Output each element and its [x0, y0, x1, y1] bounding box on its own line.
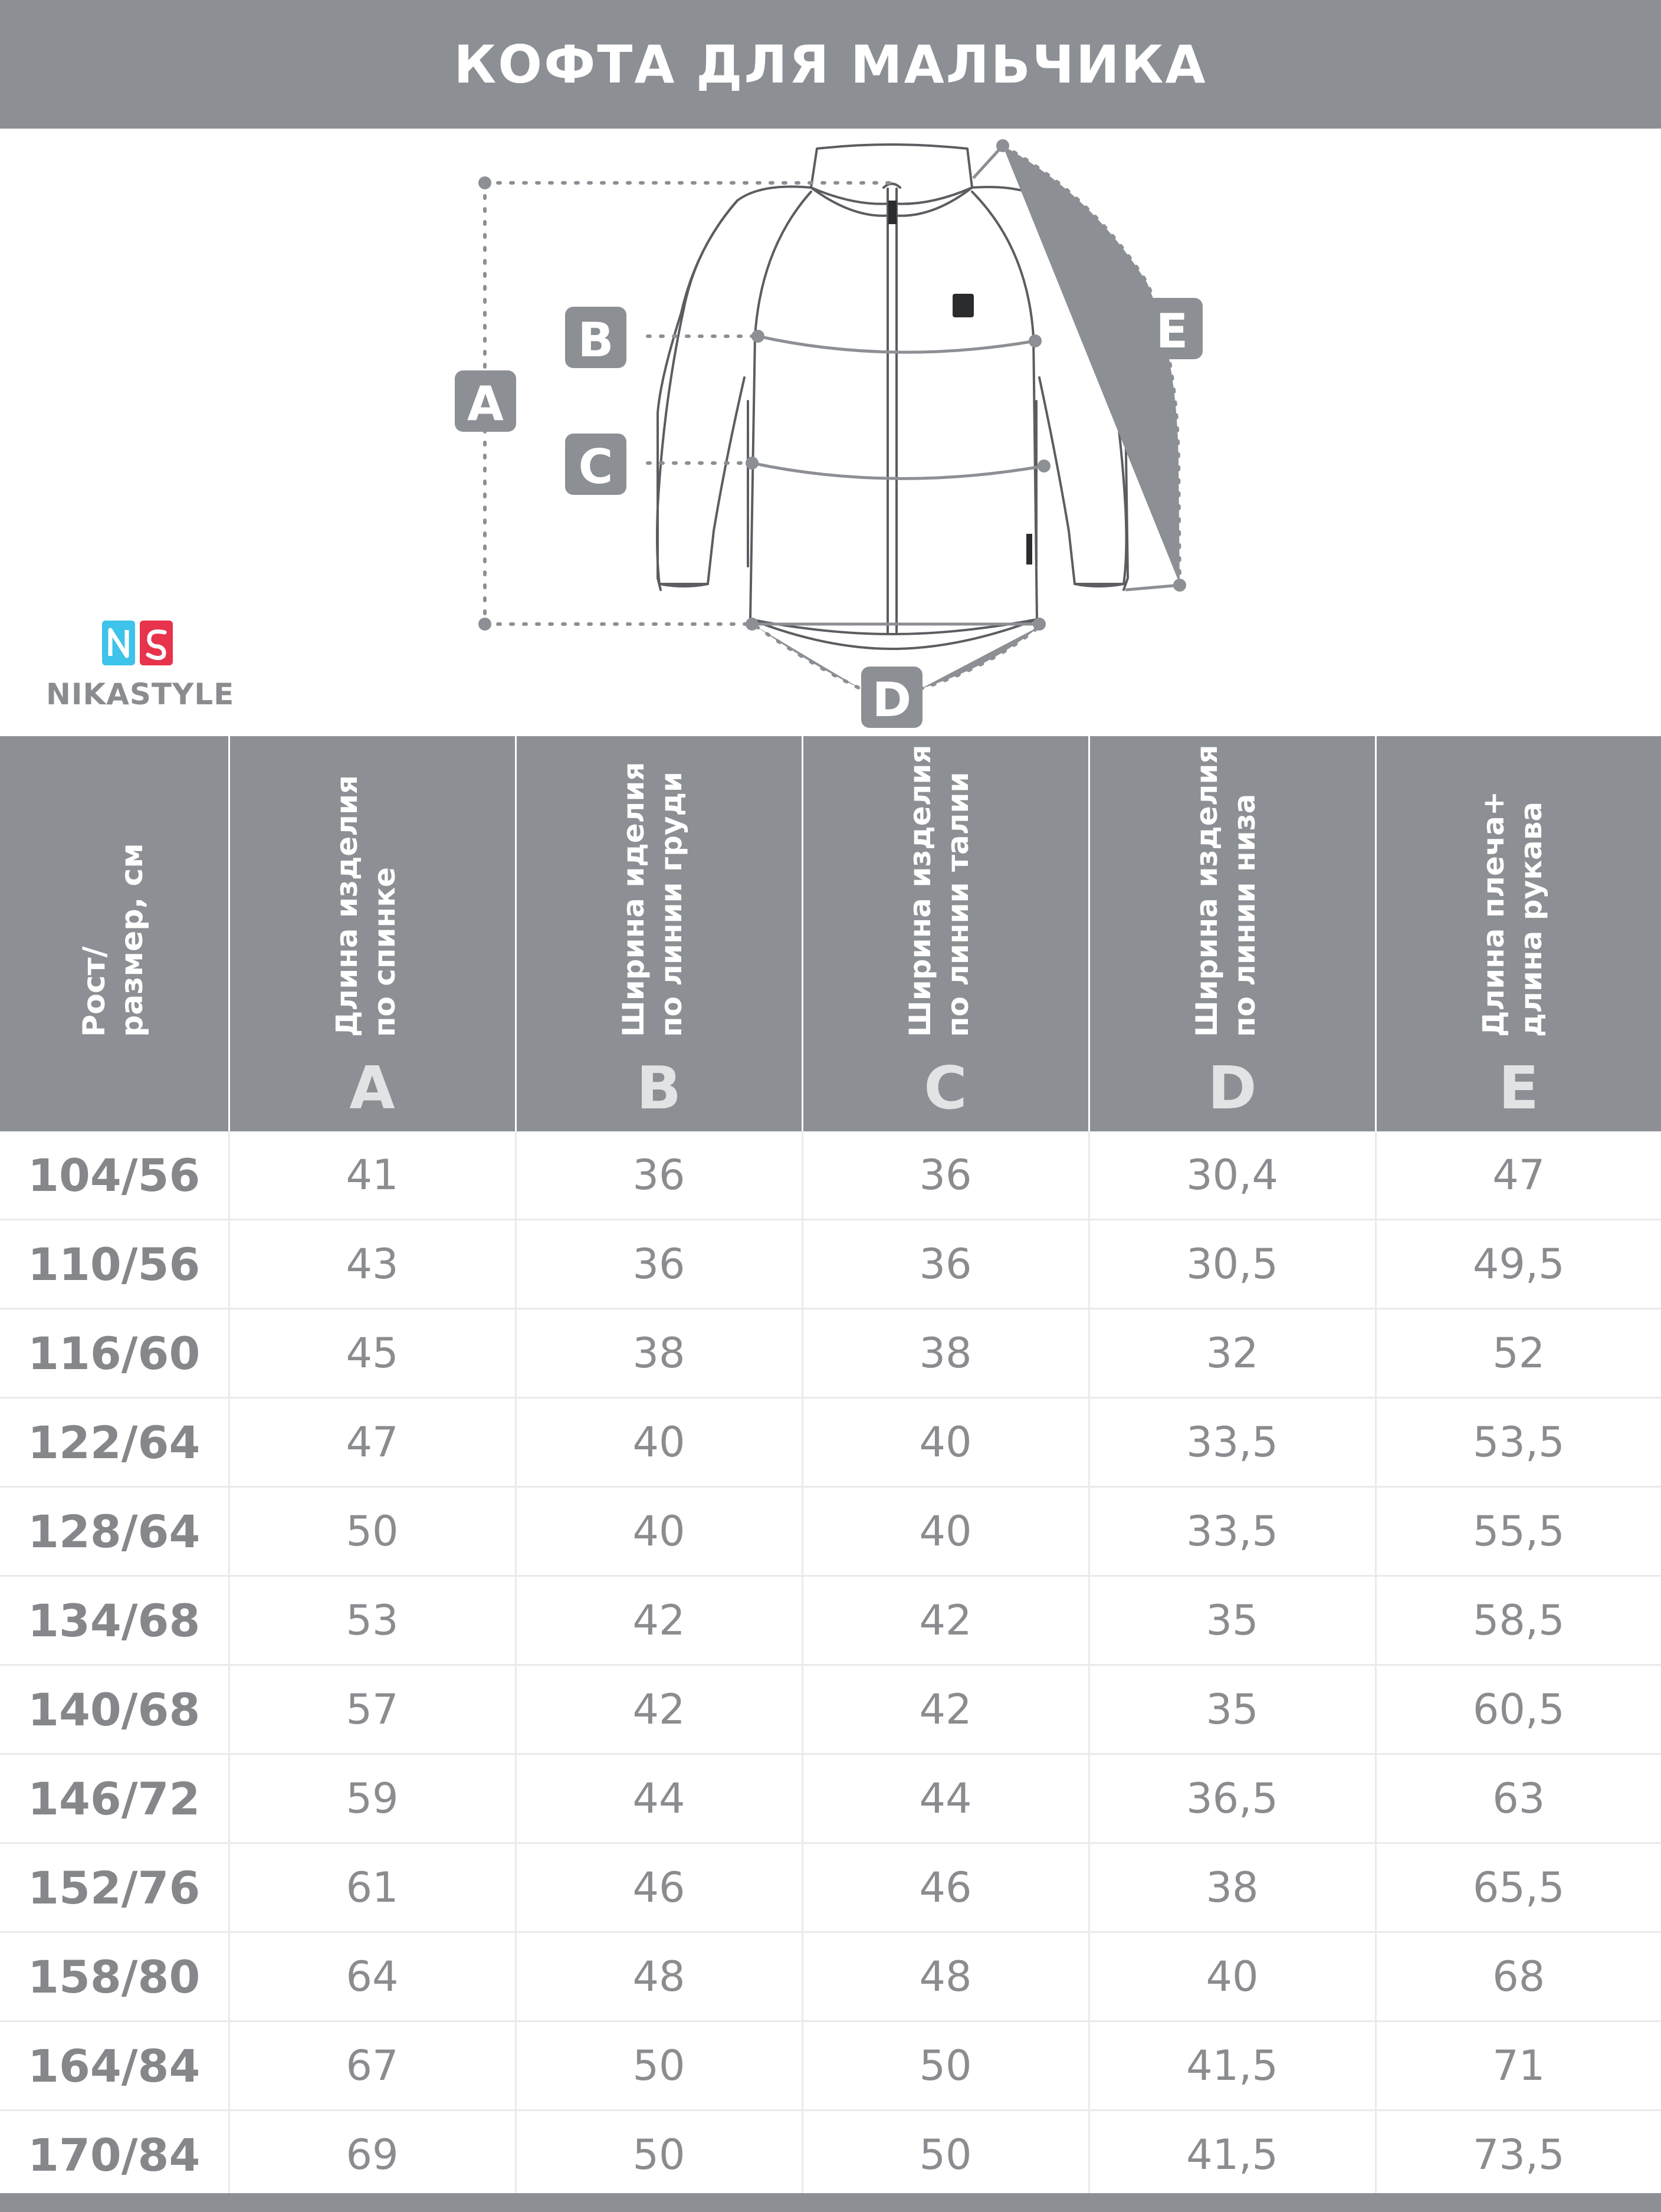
brand-name: NIKASTYLE	[46, 677, 235, 711]
measurement-cell: 50	[516, 2021, 802, 2111]
measurement-cell: 35	[1089, 1665, 1376, 1754]
table-row	[0, 1131, 1661, 1220]
measurement-cell: 36	[516, 1131, 802, 1220]
measurement-cell: 45	[229, 1309, 516, 1398]
measurement-cell: 41,5	[1089, 2111, 1376, 2200]
svg-text:C: C	[578, 439, 613, 494]
measurement-cell: 60,5	[1376, 1665, 1661, 1754]
measurement-cell: 63	[1376, 1754, 1661, 1843]
svg-text:B: B	[577, 313, 614, 367]
measurement-cell: 53,5	[1376, 1398, 1661, 1487]
header-chest-width: Ширина иделия по линии груди B	[516, 736, 802, 1131]
table-row	[0, 1398, 1661, 1487]
measurement-cell: 38	[802, 1309, 1089, 1398]
size-cell: 116/60	[0, 1309, 229, 1398]
measurement-cell: 50	[802, 2021, 1089, 2111]
measurement-cell: 58,5	[1376, 1576, 1661, 1665]
measurement-cell: 52	[1376, 1309, 1661, 1398]
jacket-patch	[953, 294, 974, 317]
measurement-cell: 38	[516, 1309, 802, 1398]
marker-d	[861, 667, 923, 728]
measurement-cell: 40	[516, 1487, 802, 1576]
table-row	[0, 1754, 1661, 1843]
size-cell: 128/64	[0, 1487, 229, 1576]
size-cell: 170/84	[0, 2111, 229, 2200]
measurement-cell: 50	[802, 2111, 1089, 2200]
measurement-cell: 57	[229, 1665, 516, 1754]
header-letter-d: D	[1207, 1054, 1257, 1123]
measurement-cell: 42	[802, 1665, 1089, 1754]
table-row	[0, 1220, 1661, 1309]
header-height-size: Рост/ размер, см	[0, 736, 229, 1131]
svg-text:E: E	[1156, 304, 1189, 359]
measurement-cell: 35	[1089, 1576, 1376, 1665]
measurement-cell: 53	[229, 1576, 516, 1665]
jacket-zipper	[888, 189, 897, 634]
measurement-cell: 33,5	[1089, 1487, 1376, 1576]
measurement-cell: 36	[516, 1220, 802, 1309]
measurement-cell: 65,5	[1376, 1843, 1661, 1932]
measurement-cell: 36	[802, 1131, 1089, 1220]
header-letter-a: A	[349, 1054, 395, 1123]
title-bar	[0, 0, 1661, 129]
header-length-back: Длина изделия по спинке A	[229, 736, 516, 1131]
measurement-cell: 50	[516, 2111, 802, 2200]
measurement-cell: 48	[516, 1932, 802, 2021]
measurement-cell: 73,5	[1376, 2111, 1661, 2200]
measurement-cell: 50	[229, 1487, 516, 1576]
measurement-cell: 61	[229, 1843, 516, 1932]
marker-a	[455, 370, 516, 432]
measurement-cell: 33,5	[1089, 1398, 1376, 1487]
measurement-cell: 71	[1376, 2021, 1661, 2111]
measurement-cell: 40	[802, 1487, 1089, 1576]
measurement-cell: 42	[516, 1665, 802, 1754]
jacket-left-sleeve	[657, 201, 744, 584]
measurement-cell: 64	[229, 1932, 516, 2021]
table-row	[0, 1665, 1661, 1754]
measurement-cell: 41,5	[1089, 2021, 1376, 2111]
svg-text:A: A	[467, 376, 504, 431]
measurement-cell: 40	[516, 1398, 802, 1487]
measurement-cell: 67	[229, 2021, 516, 2111]
header-letter-e: E	[1498, 1054, 1539, 1123]
measurement-cell: 48	[802, 1932, 1089, 2021]
page-title: КОФТА ДЛЯ МАЛЬЧИКА	[454, 34, 1207, 95]
header-waist-width: Ширина изделия по линии талии C	[802, 736, 1089, 1131]
header-hem-width: Ширина изделия по линии низа D	[1089, 736, 1376, 1131]
jacket-diagram	[0, 129, 1661, 736]
size-cell: 158/80	[0, 1932, 229, 2021]
measurement-cell: 47	[229, 1398, 516, 1487]
measurement-cell: 44	[516, 1754, 802, 1843]
size-cell: 110/56	[0, 1220, 229, 1309]
measurement-cell: 55,5	[1376, 1487, 1661, 1576]
size-cell: 104/56	[0, 1131, 229, 1220]
table-row	[0, 1576, 1661, 1665]
measurement-cell: 46	[802, 1843, 1089, 1932]
header-letter-c: C	[924, 1054, 967, 1123]
brand-logo	[46, 621, 235, 711]
size-cell: 164/84	[0, 2021, 229, 2111]
table-row	[0, 2021, 1661, 2111]
measurement-cell: 41	[229, 1131, 516, 1220]
marker-b	[565, 307, 626, 368]
measurement-cell: 43	[229, 1220, 516, 1309]
header-letter-b: B	[636, 1054, 682, 1123]
measurement-cell: 49,5	[1376, 1220, 1661, 1309]
measurement-cell: 47	[1376, 1131, 1661, 1220]
table-header-row	[0, 736, 1661, 1131]
size-cell: 140/68	[0, 1665, 229, 1754]
table-row	[0, 2111, 1661, 2200]
measurement-cell: 42	[516, 1576, 802, 1665]
measurement-cell: 44	[802, 1754, 1089, 1843]
svg-text:D: D	[872, 672, 912, 727]
footer-bar	[0, 2193, 1661, 2212]
measurement-cell: 42	[802, 1576, 1089, 1665]
measurement-cell: 30,4	[1089, 1131, 1376, 1220]
measurement-cell: 69	[229, 2111, 516, 2200]
measurement-cell: 30,5	[1089, 1220, 1376, 1309]
measurement-cell: 32	[1089, 1309, 1376, 1398]
measurement-cell: 40	[802, 1398, 1089, 1487]
size-cell: 152/76	[0, 1843, 229, 1932]
marker-c	[565, 434, 626, 495]
size-cell: 146/72	[0, 1754, 229, 1843]
measurement-cell: 59	[229, 1754, 516, 1843]
measurement-cell: 36	[802, 1220, 1089, 1309]
measurement-cell: 40	[1089, 1932, 1376, 2021]
table-row	[0, 1309, 1661, 1398]
zipper-pull	[1026, 534, 1032, 565]
measurement-cell: 36,5	[1089, 1754, 1376, 1843]
size-cell: 122/64	[0, 1398, 229, 1487]
table-row	[0, 1487, 1661, 1576]
measurement-cell: 38	[1089, 1843, 1376, 1932]
jacket-collar	[811, 145, 972, 204]
table-row	[0, 1932, 1661, 2021]
measurement-cell: 46	[516, 1843, 802, 1932]
header-sleeve-length: Длина плеча+ длина рукава E	[1376, 736, 1661, 1131]
marker-e	[1141, 298, 1203, 359]
size-table	[0, 736, 1661, 2200]
size-cell: 134/68	[0, 1576, 229, 1665]
measurement-cell: 68	[1376, 1932, 1661, 2021]
nikastyle-logo-icon	[102, 621, 173, 665]
table-row	[0, 1843, 1661, 1932]
